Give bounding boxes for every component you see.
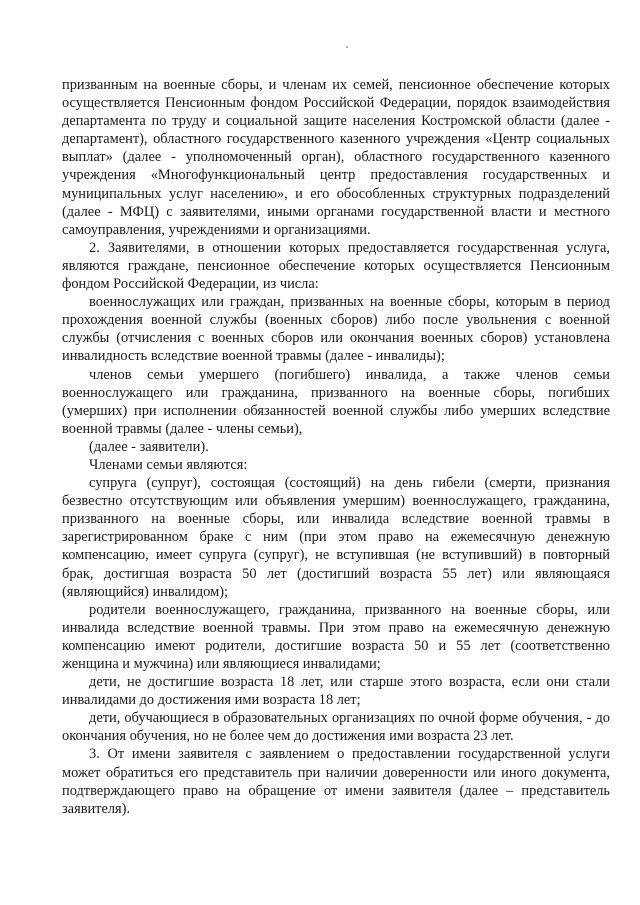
paragraph-continuation: призванным на военные сборы, и членам их семей, пенсионное обеспечение которых осуществляется Пенсионным фондом Российской Федерации, порядок взаимодействия департамента по труду и социальной защите населения Костромской области (далее - департамент), областного государственного казенного учреждения «Центр социальных выплат» (далее - уполномоченный орган), областного государственного казенного учреждения «Многофункциональный центр предоставления государственных и муниципальных услуг населению», и его обособленных структурных подразделений (далее - МФЦ) с заявителями, иными органами государственной власти и местного самоуправления, учреждениями и организациями. [62,77,610,238]
paragraph-family-heading: Членами семьи являются: [89,456,248,473]
paragraph-servicemen: военнослужащих или граждан, призванных на военные сборы, которым в период прохождения военной службы (военных сборов) либо после увольнения с военной службы (отчисления с военных сборов или окончания военных сборов) установлена инвалидность вследствие военной травмы (далее - инвалиды); [62,294,610,365]
paragraph-applicants-def: (далее - заявители). [89,438,209,455]
paragraph-spouse: супруга (супруг), состоящая (состоящий) на день гибели (смерти, признания безвестно отсутствующим или объявления умершим) военнослужащего, гражданина, призванного на военные сборы, или инвалида вследствие военной травмы в зарегистрированном браке с ним (при этом право на ежемесячную денежную компенсацию, имеет супруга (супруг), не вступившая (не вступивший) в повторный брак, достигшая возраста 50 лет (достигший возраста 55 лет) или являющаяся (являющийся) инвалидом); [62,475,610,600]
paragraph-children-students: дети, обучающиеся в образовательных организациях по очной форме обучения, - до окончания обучения, но не более чем до достижения ими возраста 23 лет. [62,710,610,745]
paragraph-family-members: членов семьи умершего (погибшего) инвалида, а также членов семьи военнослужащего или гражданина, призванного на военные сборы, погибших (умерших) при исполнении обязанностей военной службы либо умерших вследствие военной травмы (далее - члены семьи), [62,366,610,437]
paragraph-parents: родители военнослужащего, гражданина, призванного на военные сборы, или инвалида вследствие военной травмы. При этом право на ежемесячную денежную компенсацию имеют родители, достигшие возраста 50 и 55 лет (соответственно женщина и мужчина) или являющиеся инвалидами; [62,601,610,672]
paragraph-item-2-applicants: 2. Заявителями, в отношении которых предоставляется государственная услуга, являются граждане, пенсионное обеспечение которых осуществляется Пенсионным фондом Российской Федерации, из числа: [62,239,610,293]
scan-speck [346,46,348,48]
document-body [62,76,610,818]
paragraph-children-under-18: дети, не достигшие возраста 18 лет, или старше этого возраста, если они стали инвалидами до достижения ими возраста 18 лет; [62,674,610,709]
paragraph-item-3-representative: 3. От имени заявителя с заявлением о предоставлении государственной услуги может обратиться его представитель при наличии доверенности или иного документа, подтверждающего право на обращение от имени заявителя (далее – представитель заявителя). [62,746,610,817]
